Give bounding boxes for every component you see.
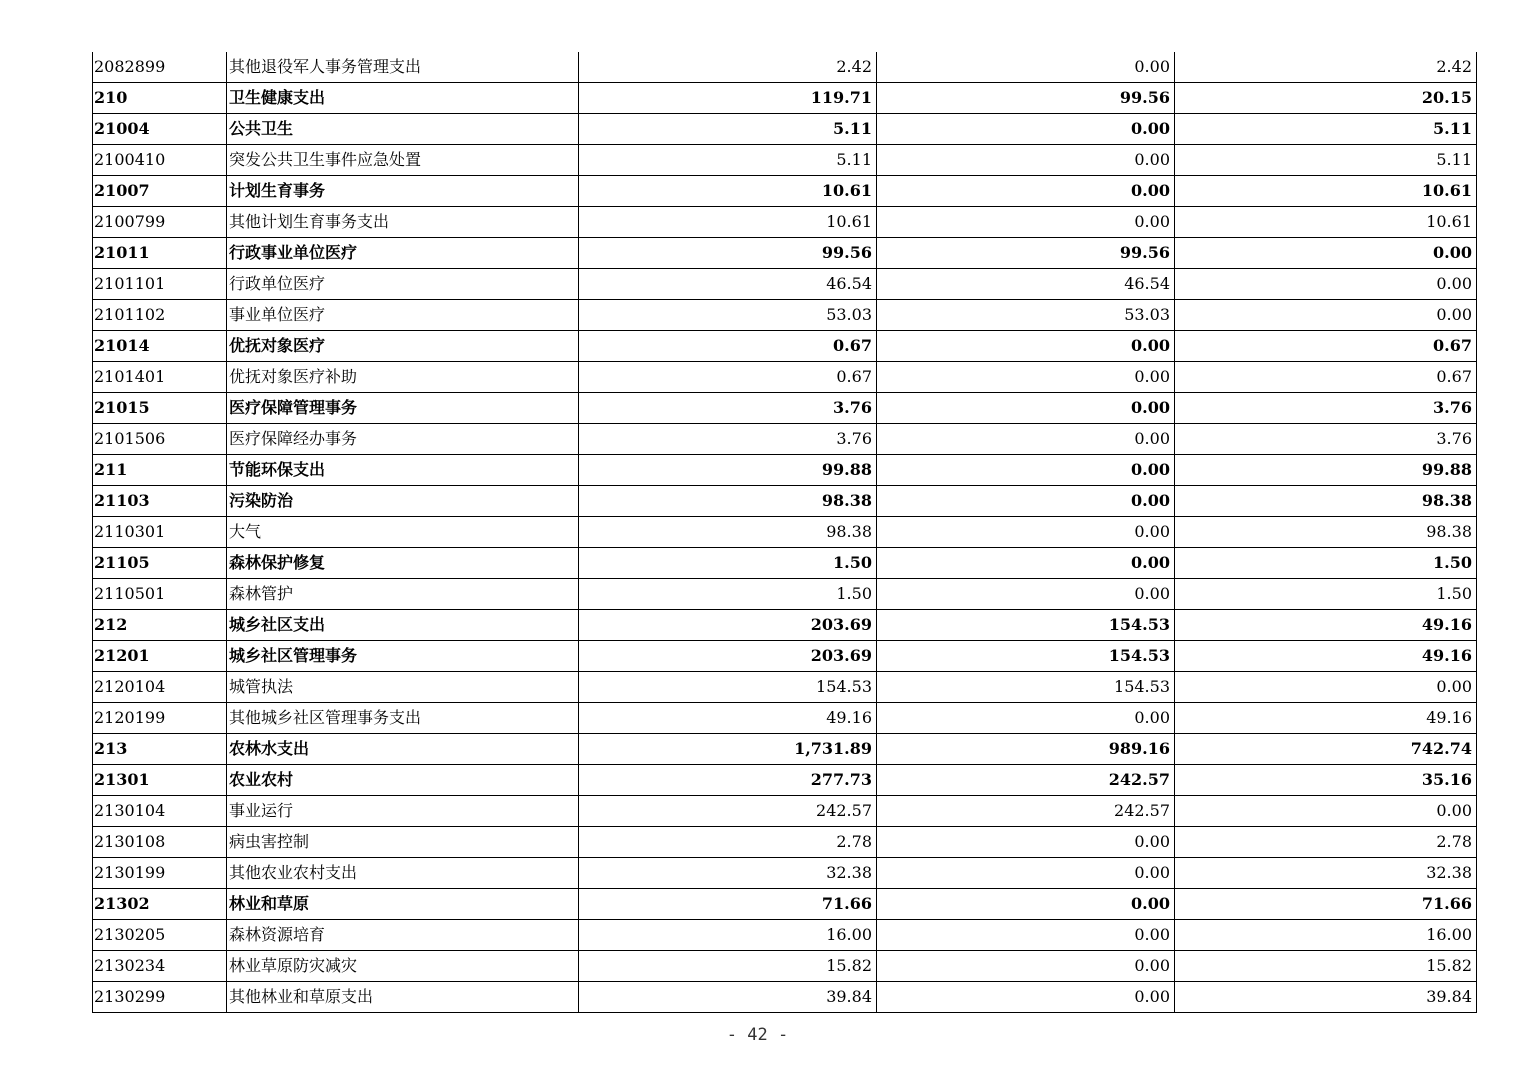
row-value-3: 35.16 — [1175, 765, 1477, 796]
row-code: 21105 — [93, 548, 227, 579]
row-value-3: 98.38 — [1175, 517, 1477, 548]
row-value-3: 16.00 — [1175, 920, 1477, 951]
row-value-3: 2.42 — [1175, 52, 1477, 83]
row-code: 21015 — [93, 393, 227, 424]
row-code: 21301 — [93, 765, 227, 796]
row-value-1: 0.67 — [579, 362, 877, 393]
row-code: 2101102 — [93, 300, 227, 331]
table-row — [93, 269, 1477, 300]
row-value-1: 98.38 — [579, 486, 877, 517]
row-code: 210 — [93, 83, 227, 114]
row-name: 事业运行 — [227, 796, 579, 827]
row-code: 2101401 — [93, 362, 227, 393]
row-code: 211 — [93, 455, 227, 486]
row-value-3: 0.00 — [1175, 300, 1477, 331]
row-value-2: 242.57 — [877, 796, 1175, 827]
row-name: 城乡社区支出 — [227, 610, 579, 641]
row-value-2: 0.00 — [877, 579, 1175, 610]
row-value-3: 39.84 — [1175, 982, 1477, 1013]
page-number: - 42 - — [726, 1025, 789, 1045]
row-value-2: 154.53 — [877, 672, 1175, 703]
table-row — [93, 331, 1477, 362]
row-code: 21201 — [93, 641, 227, 672]
row-value-1: 2.42 — [579, 52, 877, 83]
row-value-1: 98.38 — [579, 517, 877, 548]
row-name: 行政事业单位医疗 — [227, 238, 579, 269]
row-code: 21302 — [93, 889, 227, 920]
row-code: 2130199 — [93, 858, 227, 889]
row-code: 21103 — [93, 486, 227, 517]
row-value-2: 46.54 — [877, 269, 1175, 300]
row-name: 农林水支出 — [227, 734, 579, 765]
table-body — [93, 52, 1477, 1013]
row-value-2: 0.00 — [877, 455, 1175, 486]
row-code: 2130104 — [93, 796, 227, 827]
row-value-2: 154.53 — [877, 641, 1175, 672]
row-value-1: 203.69 — [579, 641, 877, 672]
row-name: 其他计划生育事务支出 — [227, 207, 579, 238]
row-name: 优抚对象医疗 — [227, 331, 579, 362]
row-code: 2130299 — [93, 982, 227, 1013]
table-row — [93, 424, 1477, 455]
row-value-2: 99.56 — [877, 238, 1175, 269]
row-value-3: 15.82 — [1175, 951, 1477, 982]
row-value-1: 277.73 — [579, 765, 877, 796]
row-code: 2120199 — [93, 703, 227, 734]
table-row — [93, 734, 1477, 765]
row-value-3: 49.16 — [1175, 703, 1477, 734]
row-value-2: 242.57 — [877, 765, 1175, 796]
row-value-1: 32.38 — [579, 858, 877, 889]
table-row — [93, 300, 1477, 331]
row-value-1: 154.53 — [579, 672, 877, 703]
row-name: 节能环保支出 — [227, 455, 579, 486]
row-value-2: 0.00 — [877, 114, 1175, 145]
row-code: 2130108 — [93, 827, 227, 858]
row-value-2: 0.00 — [877, 858, 1175, 889]
row-name: 污染防治 — [227, 486, 579, 517]
table-row — [93, 951, 1477, 982]
row-value-2: 0.00 — [877, 424, 1175, 455]
table-row — [93, 579, 1477, 610]
row-value-2: 99.56 — [877, 83, 1175, 114]
row-name: 森林资源培育 — [227, 920, 579, 951]
row-value-1: 49.16 — [579, 703, 877, 734]
row-code: 2120104 — [93, 672, 227, 703]
row-value-2: 0.00 — [877, 207, 1175, 238]
table-row — [93, 207, 1477, 238]
row-name: 其他退役军人事务管理支出 — [227, 52, 579, 83]
row-value-3: 0.67 — [1175, 362, 1477, 393]
row-value-2: 0.00 — [877, 889, 1175, 920]
row-name: 优抚对象医疗补助 — [227, 362, 579, 393]
row-value-1: 0.67 — [579, 331, 877, 362]
table-row — [93, 920, 1477, 951]
row-value-1: 71.66 — [579, 889, 877, 920]
row-value-3: 742.74 — [1175, 734, 1477, 765]
row-value-2: 0.00 — [877, 331, 1175, 362]
row-value-2: 0.00 — [877, 145, 1175, 176]
row-value-1: 15.82 — [579, 951, 877, 982]
row-value-2: 0.00 — [877, 362, 1175, 393]
table-row — [93, 238, 1477, 269]
table-row — [93, 52, 1477, 83]
row-code: 21007 — [93, 176, 227, 207]
row-code: 2082899 — [93, 52, 227, 83]
row-value-1: 99.56 — [579, 238, 877, 269]
row-name: 医疗保障管理事务 — [227, 393, 579, 424]
row-value-1: 203.69 — [579, 610, 877, 641]
row-name: 林业和草原 — [227, 889, 579, 920]
row-value-3: 5.11 — [1175, 114, 1477, 145]
row-value-2: 0.00 — [877, 703, 1175, 734]
row-value-1: 46.54 — [579, 269, 877, 300]
table-row — [93, 889, 1477, 920]
row-name: 城管执法 — [227, 672, 579, 703]
row-value-1: 2.78 — [579, 827, 877, 858]
row-value-2: 53.03 — [877, 300, 1175, 331]
table-row — [93, 83, 1477, 114]
row-name: 森林管护 — [227, 579, 579, 610]
table-row — [93, 858, 1477, 889]
table-row — [93, 827, 1477, 858]
row-value-2: 0.00 — [877, 52, 1175, 83]
row-value-3: 3.76 — [1175, 393, 1477, 424]
row-name: 突发公共卫生事件应急处置 — [227, 145, 579, 176]
row-value-2: 0.00 — [877, 951, 1175, 982]
row-value-2: 154.53 — [877, 610, 1175, 641]
row-value-2: 0.00 — [877, 548, 1175, 579]
row-value-1: 3.76 — [579, 393, 877, 424]
row-value-2: 0.00 — [877, 827, 1175, 858]
row-code: 21014 — [93, 331, 227, 362]
row-value-1: 10.61 — [579, 207, 877, 238]
row-value-3: 1.50 — [1175, 548, 1477, 579]
table-row — [93, 982, 1477, 1013]
row-code: 2110501 — [93, 579, 227, 610]
row-code: 2101506 — [93, 424, 227, 455]
table-row — [93, 176, 1477, 207]
row-name: 病虫害控制 — [227, 827, 579, 858]
table-row — [93, 765, 1477, 796]
row-value-3: 0.00 — [1175, 796, 1477, 827]
row-value-2: 989.16 — [877, 734, 1175, 765]
row-value-1: 10.61 — [579, 176, 877, 207]
row-code: 2130234 — [93, 951, 227, 982]
row-value-3: 71.66 — [1175, 889, 1477, 920]
row-value-3: 2.78 — [1175, 827, 1477, 858]
table-row — [93, 703, 1477, 734]
row-code: 21011 — [93, 238, 227, 269]
row-code: 2100410 — [93, 145, 227, 176]
row-name: 卫生健康支出 — [227, 83, 579, 114]
table-row — [93, 362, 1477, 393]
row-code: 21004 — [93, 114, 227, 145]
row-value-1: 39.84 — [579, 982, 877, 1013]
row-value-2: 0.00 — [877, 486, 1175, 517]
table-row — [93, 641, 1477, 672]
row-value-2: 0.00 — [877, 982, 1175, 1013]
row-name: 公共卫生 — [227, 114, 579, 145]
table-row — [93, 517, 1477, 548]
row-value-3: 0.00 — [1175, 672, 1477, 703]
row-value-2: 0.00 — [877, 176, 1175, 207]
row-value-1: 99.88 — [579, 455, 877, 486]
row-name: 农业农村 — [227, 765, 579, 796]
row-name: 其他林业和草原支出 — [227, 982, 579, 1013]
table-row — [93, 455, 1477, 486]
row-value-1: 1.50 — [579, 548, 877, 579]
row-value-3: 32.38 — [1175, 858, 1477, 889]
row-code: 2130205 — [93, 920, 227, 951]
row-value-1: 3.76 — [579, 424, 877, 455]
row-value-1: 16.00 — [579, 920, 877, 951]
row-name: 其他农业农村支出 — [227, 858, 579, 889]
row-value-2: 0.00 — [877, 517, 1175, 548]
table-row — [93, 796, 1477, 827]
row-value-1: 1,731.89 — [579, 734, 877, 765]
row-value-3: 1.50 — [1175, 579, 1477, 610]
row-value-1: 119.71 — [579, 83, 877, 114]
row-value-1: 5.11 — [579, 114, 877, 145]
table-row — [93, 672, 1477, 703]
row-code: 2100799 — [93, 207, 227, 238]
row-name: 大气 — [227, 517, 579, 548]
row-value-1: 1.50 — [579, 579, 877, 610]
row-code: 212 — [93, 610, 227, 641]
row-value-3: 49.16 — [1175, 610, 1477, 641]
row-code: 2110301 — [93, 517, 227, 548]
row-value-1: 5.11 — [579, 145, 877, 176]
row-name: 医疗保障经办事务 — [227, 424, 579, 455]
table-row — [93, 393, 1477, 424]
row-value-3: 5.11 — [1175, 145, 1477, 176]
row-value-1: 53.03 — [579, 300, 877, 331]
row-name: 行政单位医疗 — [227, 269, 579, 300]
row-value-2: 0.00 — [877, 393, 1175, 424]
row-name: 事业单位医疗 — [227, 300, 579, 331]
row-value-3: 49.16 — [1175, 641, 1477, 672]
row-name: 计划生育事务 — [227, 176, 579, 207]
row-value-3: 99.88 — [1175, 455, 1477, 486]
row-value-2: 0.00 — [877, 920, 1175, 951]
table-row — [93, 610, 1477, 641]
row-value-3: 0.00 — [1175, 238, 1477, 269]
table-row — [93, 548, 1477, 579]
row-code: 213 — [93, 734, 227, 765]
row-value-3: 3.76 — [1175, 424, 1477, 455]
row-code: 2101101 — [93, 269, 227, 300]
row-value-3: 10.61 — [1175, 207, 1477, 238]
row-name: 林业草原防灾减灾 — [227, 951, 579, 982]
row-value-3: 98.38 — [1175, 486, 1477, 517]
table-row — [93, 486, 1477, 517]
row-value-3: 20.15 — [1175, 83, 1477, 114]
row-name: 城乡社区管理事务 — [227, 641, 579, 672]
row-value-1: 242.57 — [579, 796, 877, 827]
row-name: 其他城乡社区管理事务支出 — [227, 703, 579, 734]
table-row — [93, 145, 1477, 176]
table-row — [93, 114, 1477, 145]
row-name: 森林保护修复 — [227, 548, 579, 579]
row-value-3: 0.00 — [1175, 269, 1477, 300]
budget-expenditure-table — [92, 52, 1477, 1013]
row-value-3: 0.67 — [1175, 331, 1477, 362]
row-value-3: 10.61 — [1175, 176, 1477, 207]
